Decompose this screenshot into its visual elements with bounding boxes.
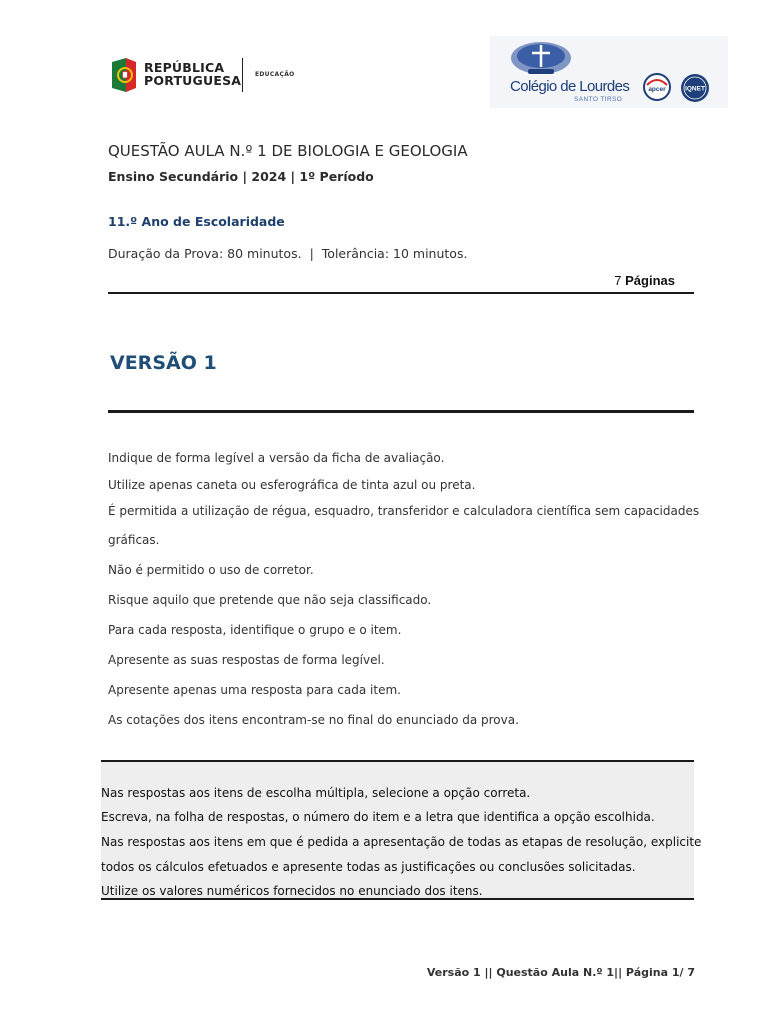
- note-item: Escreva, na folha de respostas, o número do item e a letra que identifica a opção escolhida.: [101, 810, 655, 824]
- page-count: [560, 273, 675, 288]
- republica-portuguesa-wordmark: [144, 61, 241, 87]
- department-label: EDUCAÇÃO: [255, 71, 295, 78]
- iqnet-badge-text: IQNET: [685, 85, 705, 93]
- school-year: 11.º Ano de Escolaridade: [108, 214, 285, 229]
- note-item: Nas respostas aos itens em que é pedida a apresentação de todas as etapas de resolução, explicite: [101, 835, 702, 849]
- school-location: SANTO TIRSO: [574, 96, 623, 103]
- page-count-number: 7: [614, 273, 622, 288]
- exam-title: QUESTÃO AULA N.º 1 DE BIOLOGIA E GEOLOGIA: [108, 142, 468, 160]
- page-count-label: Páginas: [625, 273, 675, 288]
- instruction-item: Apresente as suas respostas de forma legível.: [108, 653, 385, 667]
- instruction-item: Utilize apenas caneta ou esferográfica de tinta azul ou preta.: [108, 478, 476, 492]
- instruction-item: Não é permitido o uso de corretor.: [108, 563, 314, 577]
- notes-box: [101, 760, 702, 900]
- instruction-item: Risque aquilo que pretende que não seja classificado.: [108, 593, 432, 607]
- duration-separator: |: [309, 246, 314, 261]
- header-divider: [108, 292, 694, 294]
- logo-line-2: PORTUGUESA: [144, 73, 242, 88]
- version-heading: VERSÃO 1: [110, 352, 217, 374]
- version-divider: [108, 410, 694, 413]
- exam-duration: Duração da Prova: 80 minutos.: [108, 246, 302, 261]
- instruction-item: As cotações dos itens encontram-se no final do enunciado da prova.: [108, 713, 519, 727]
- exam-tolerance: Tolerância: 10 minutos.: [321, 246, 468, 261]
- republica-portuguesa-logo: [110, 56, 300, 96]
- school-emblem-icon: [510, 41, 572, 77]
- page-footer: Versão 1 || Questão Aula N.º 1|| Página 1/ 7: [426, 966, 695, 979]
- exam-duration-line: [108, 246, 467, 261]
- logo-divider: [242, 58, 243, 92]
- colegio-de-lourdes-logo: [490, 36, 728, 108]
- note-item: todos os cálculos efetuados e apresente todas as justificações ou conclusões solicitadas.: [101, 860, 636, 874]
- instruction-item: Para cada resposta, identifique o grupo e o item.: [108, 623, 402, 637]
- exam-subtitle: Ensino Secundário | 2024 | 1º Período: [108, 169, 374, 184]
- instruction-item: Apresente apenas uma resposta para cada item.: [108, 683, 401, 697]
- note-item: Nas respostas aos itens de escolha múltipla, selecione a opção correta.: [101, 786, 531, 800]
- instruction-item: É permitida a utilização de régua, esquadro, transferidor e calculadora científica sem capacidades: [108, 504, 700, 518]
- apcer-badge-text: apcer: [648, 86, 666, 93]
- portugal-emblem-icon: [110, 58, 138, 92]
- school-name: Colégio de Lourdes: [510, 78, 630, 95]
- instruction-item: gráficas.: [108, 533, 160, 547]
- instruction-item: Indique de forma legível a versão da ficha de avaliação.: [108, 451, 445, 465]
- apcer-badge-icon: [643, 73, 671, 101]
- note-item: Utilize os valores numéricos fornecidos no enunciado dos itens.: [101, 884, 483, 898]
- logo-line-1: REPÚBLICA: [144, 60, 225, 75]
- iqnet-badge-icon: [680, 73, 710, 103]
